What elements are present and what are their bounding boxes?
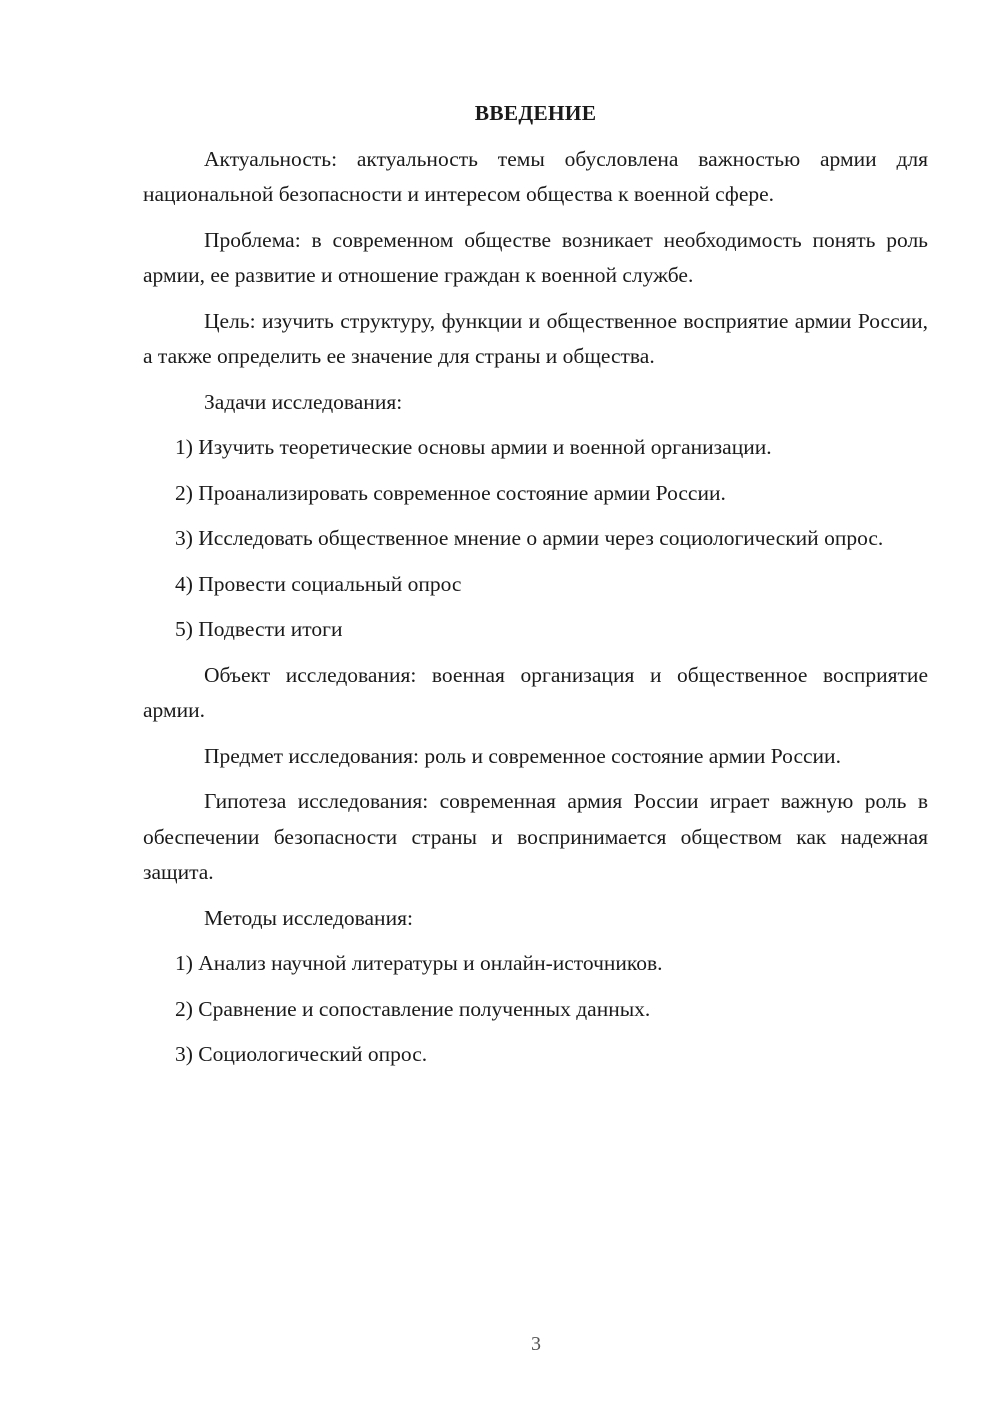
task-item: 4) Провести социальный опрос — [175, 571, 462, 596]
task-item: 5) Подвести итоги — [175, 617, 343, 641]
document-page — [143, 96, 928, 1083]
method-item: 2) Сравнение и сопоставление полученных данных. — [175, 996, 651, 1021]
task-item: 3) Исследовать общественное мнение о армии через социологический опрос. — [175, 526, 884, 550]
task-item: 2) Проанализировать современное состояние армии России. — [175, 480, 726, 505]
object-paragraph: Объект исследования: военная организация и общественное восприятие армии. — [143, 662, 928, 722]
tasks-title: Задачи исследования: — [204, 389, 403, 414]
method-item: 3) Социологический опрос. — [175, 1042, 428, 1066]
hypothesis-paragraph: Гипотеза исследования: современная армия России играет важную роль в обеспечении безопасности страны и воспринимается обществом как надежная защита. — [143, 789, 928, 884]
task-item: 1) Изучить теоретические основы армии и военной организации. — [175, 435, 772, 459]
method-item: 1) Анализ научной литературы и онлайн-источников. — [175, 951, 663, 975]
goal-paragraph: Цель: изучить структуру, функции и общественное восприятие армии России, а также определить ее значение для страны и общества. — [143, 308, 928, 368]
methods-title: Методы исследования: — [204, 905, 413, 930]
relevance-paragraph: Актуальность: актуальность темы обусловлена важностью армии для национальной безопасности и интересом общества к военной сфере. — [143, 146, 928, 206]
page-number: 3 — [531, 1333, 541, 1355]
subject-paragraph: Предмет исследования: роль и современное состояние армии России. — [204, 743, 841, 768]
section-heading: ВВЕДЕНИЕ — [474, 101, 597, 125]
problem-paragraph: Проблема: в современном обществе возникает необходимость понять роль армии, ее развитие и отношение граждан к военной службе. — [143, 227, 928, 287]
